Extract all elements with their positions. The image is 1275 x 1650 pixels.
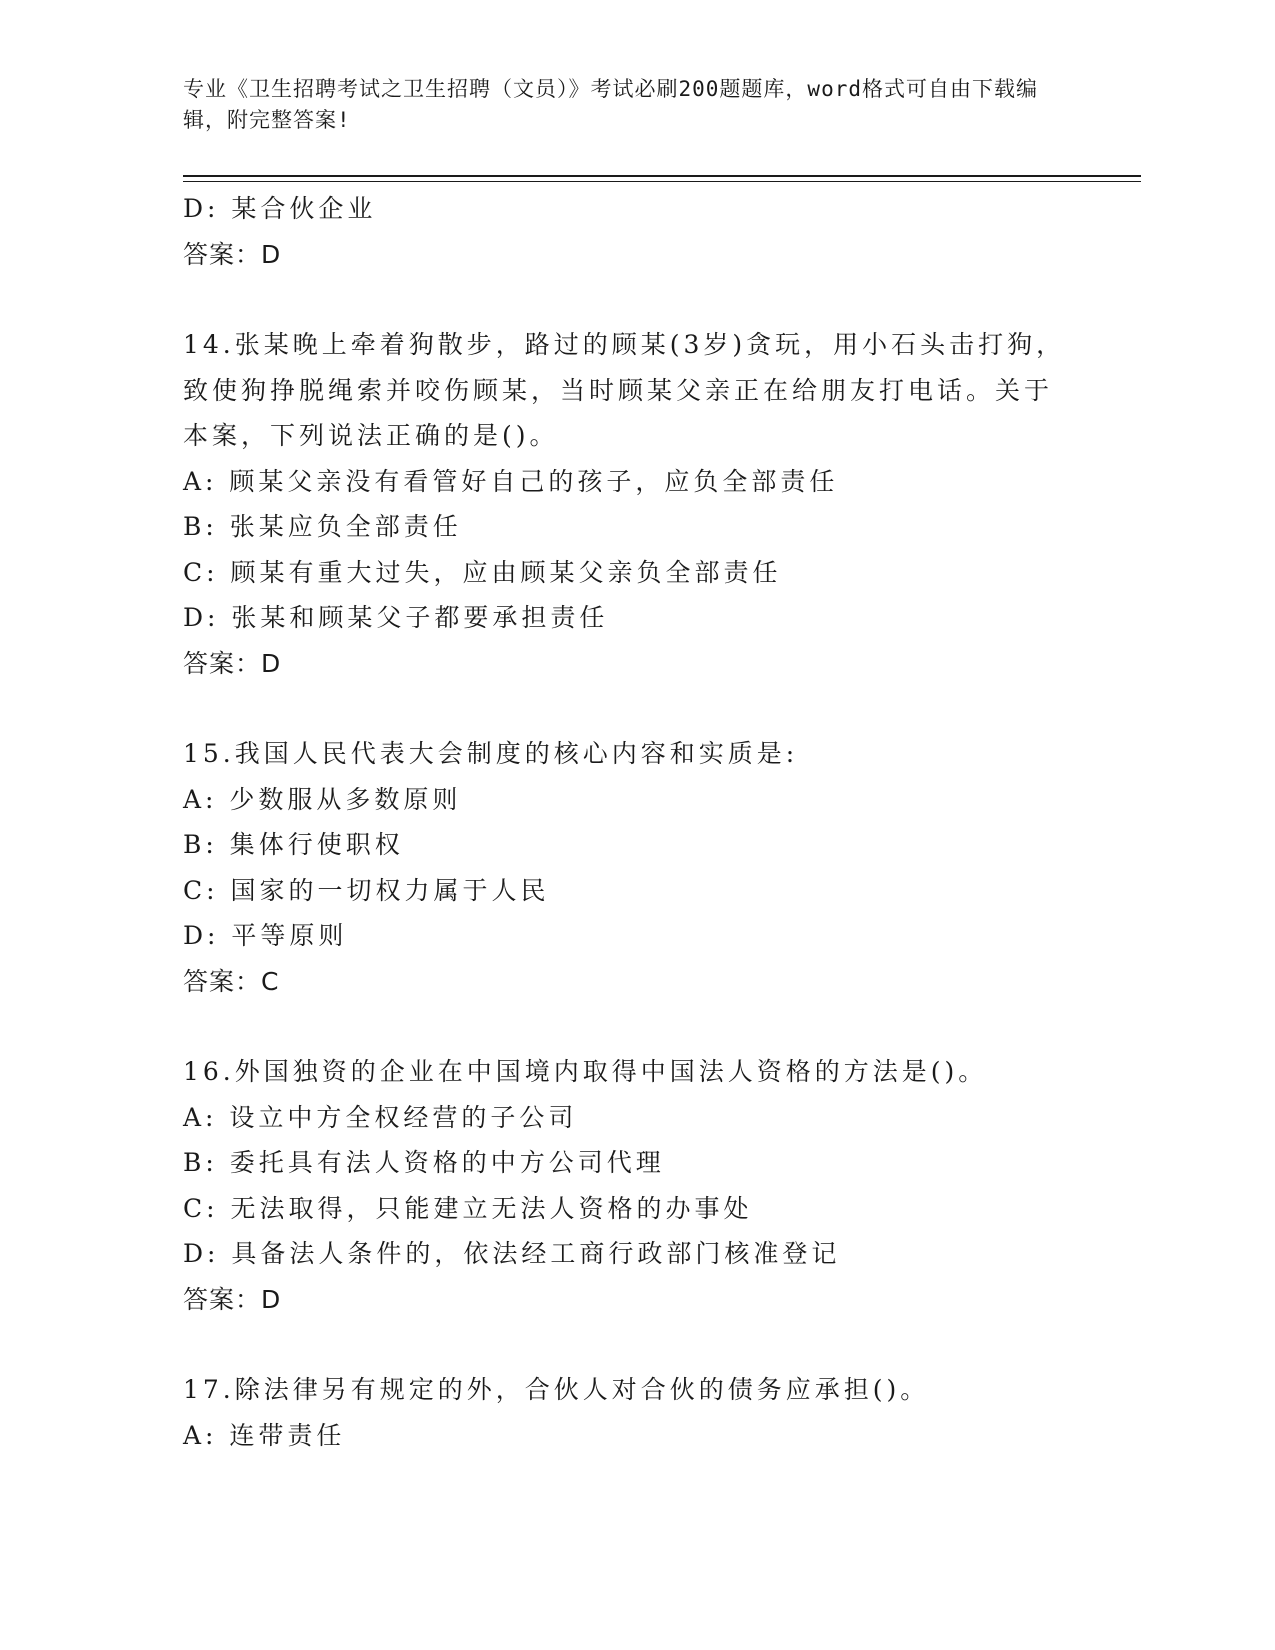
- option-c: C: 顾某有重大过失，应由顾某父亲负全部责任: [183, 557, 782, 587]
- option-b: B: 委托具有法人资格的中方公司代理: [183, 1148, 665, 1177]
- option-b: B: 集体行使职权: [183, 830, 404, 859]
- question-17: [183, 1367, 1083, 1458]
- question-text-line: 本案，下列说法正确的是()。: [183, 421, 559, 450]
- question-text-line: 14.张某晚上牵着狗散步，路过的顾某(3岁)贪玩，用小石头击打狗，: [183, 330, 1066, 359]
- option-d: D: 平等原则: [183, 921, 348, 950]
- answer-line: 答案：D: [183, 1284, 282, 1314]
- question-text-line: 16.外国独资的企业在中国境内取得中国法人资格的方法是()。: [183, 1057, 988, 1086]
- option-a: A: 设立中方全权经营的子公司: [183, 1102, 578, 1132]
- header-rule-thick: [183, 175, 1141, 177]
- answer-line: 答案：D: [183, 239, 282, 269]
- answer-line: 答案：C: [183, 966, 280, 996]
- option-d: D: 具备法人条件的，依法经工商行政部门核准登记: [183, 1239, 841, 1268]
- question-text-line: 15.我国人民代表大会制度的核心内容和实质是:: [183, 739, 799, 768]
- option-a: A: 顾某父亲没有看管好自己的孩子，应负全部责任: [183, 466, 839, 496]
- option-a: A: 少数服从多数原则: [183, 784, 462, 814]
- option-c: C: 无法取得，只能建立无法人资格的办事处: [183, 1193, 753, 1223]
- option-a: A: 连带责任: [183, 1420, 346, 1450]
- question-list: [183, 186, 1083, 1458]
- question-16: [183, 1049, 1083, 1322]
- question-14: [183, 322, 1083, 686]
- option-c: C: 国家的一切权力属于人民: [183, 875, 550, 905]
- answer-line: 答案：D: [183, 648, 282, 678]
- question-text-line: 17.除法律另有规定的外，合伙人对合伙的债务应承担()。: [183, 1375, 930, 1404]
- option-b: B: 张某应负全部责任: [183, 512, 462, 541]
- option-d: D: 某合伙企业: [183, 194, 377, 223]
- question-15: [183, 731, 1083, 1004]
- page-header: 专业《卫生招聘考试之卫生招聘（文员）》考试必刷200题题库，word格式可自由下载编辑，附完整答案!: [183, 77, 1038, 132]
- question-text-line: 致使狗挣脱绳索并咬伤顾某，当时顾某父亲正在给朋友打电话。关于: [183, 375, 1054, 405]
- option-d: D: 张某和顾某父子都要承担责任: [183, 603, 609, 632]
- header-rule-thin: [183, 181, 1141, 182]
